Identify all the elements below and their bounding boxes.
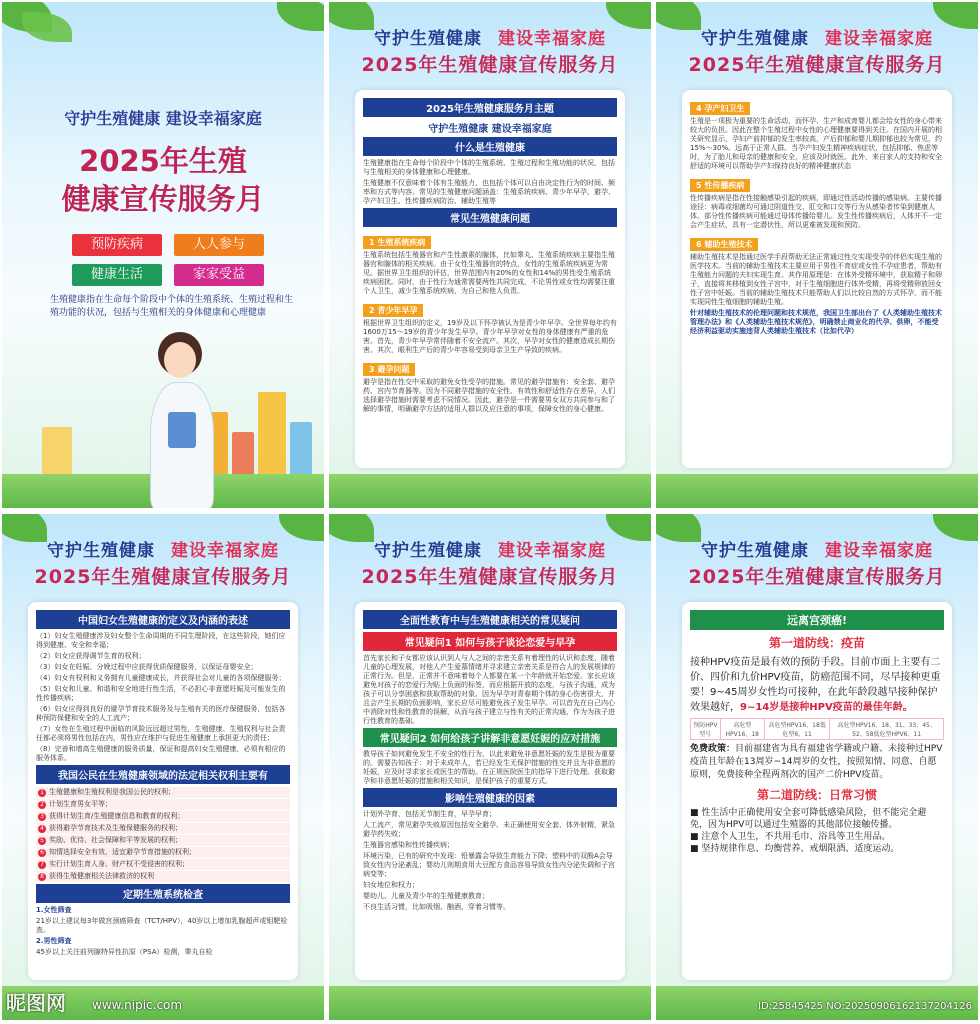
paragraph: 不良生活习惯，比如吸烟、酗酒、穿着习惯等。 xyxy=(363,903,510,911)
paragraph: （3）妇女在妊娠、分娩过程中应获得优质保健服务，以保证母婴安全； xyxy=(36,663,258,671)
header-title: 2025年生殖健康宣传服务月 xyxy=(688,566,946,588)
header-title: 2025年生殖健康宣传服务月 xyxy=(688,54,946,76)
paragraph: 生殖健康指在生命每个阶段中个体的生殖系统、生殖过程和生殖功能的状况，包括与生殖相关的身体健康和心理健康。 xyxy=(363,159,615,176)
paragraph: 生殖系统包括生殖器官和产生性激素的腺体，比如睾丸、生殖系统疾病主要指生殖器官和腺体的相关疾病。由于女性生殖器官的特点，女性的生殖系统疾病更为常见。据世界卫生组织的评估，世界范围内有20%的女性和14%的男性受生殖系统疾病困扰。同时，由于性行为通常需要两性共同完成，不论男性或女性均需要注重个人卫生，减少生殖系统疾病，为自己和他人负责。 xyxy=(363,251,615,295)
tag-participation: 人人参与 xyxy=(174,234,264,256)
grass-ground xyxy=(329,986,651,1020)
section-bar: 我国公民在生殖健康领域的法定相关权利主要有 xyxy=(36,765,290,784)
cover-title-line1: 2025年生殖 xyxy=(79,144,247,178)
paragraph: （1）妇女生殖健康涉及妇女整个生命周期的不同生理阶段，在这些阶段，她们应得到健康、安全和幸福； xyxy=(36,632,286,649)
section-bar: 影响生殖健康的因素 xyxy=(363,788,617,807)
watermark-logo: 昵图网 xyxy=(6,991,66,1015)
cover-description: 生殖健康指在生命每个阶段中个体的生殖系统、生殖过程和生殖功能的状况，包括与生殖相关的身体健康和心理健康 xyxy=(50,295,294,318)
paragraph: 辅助生殖技术是指通过医学手段帮助无法正常通过性交实现受孕的伴侣实现生殖的医学技术。当前的辅助生殖技术主要应用于男性不育症或女性不孕症患者，帮助有生殖能力问题的夫妇实现生育。其作用原理是：在体外受精环境中，获取精子和卵子，直接将其移植到女性子宫中，对于生殖细胞进行体外受精，再将受精卵放回女性子宫中妊娠。当前的辅助生殖技术只能帮助人们以比较自然的方式怀孕，而不能实现同性生殖细胞的辅助生殖。 xyxy=(690,253,942,306)
paragraph: （7）女性在生殖过程中面临的风险远远超过男性，生殖健康、生殖权利与社会责任都必须将男性包括在内，男性应在维护与促进生殖健康上承担更大的责任； xyxy=(36,725,286,742)
paragraph: 人工流产，常见避孕失败原因包括安全避孕、未正确使用安全套、体外射精，紧急避孕药失败； xyxy=(363,821,615,838)
panel-cover xyxy=(2,2,324,508)
paragraph: 45岁以上关注前列腺特异性抗原（PSA）检测，睾丸自检 xyxy=(36,948,213,956)
paragraph: 性传播疾病是指在性接触感染引起的疾病，即通过性活动传播的感染病。主要传播途径：病毒或细菌均可通过阴道性交、肛交和口交等行为从感染者传染到健康人体。部分性传播疾病可能通过母体传播给婴儿。发生性传播疾病后，人体并不一定会产生症状，具有一定潜伏性，所以更难被发现和预防。 xyxy=(690,194,942,229)
check-label: 1.女性筛查 xyxy=(36,906,72,914)
paragraph: （5）妇女和儿童、和谐和安全地进行性生活，不必担心非意愿妊娠及可能发生的性传播疾病； xyxy=(36,685,286,702)
paragraph: （6）妇女应得到良好的避孕节育技术服务及与生殖有关的医疗保健服务，包括各种预防保健和安全的人工流产； xyxy=(36,705,286,722)
question-bar: 常见疑问2 如何给孩子讲解非意愿妊娠的应对措施 xyxy=(363,728,617,747)
section-bar: 全面性教育中与生殖健康相关的常见疑问 xyxy=(363,610,617,629)
section-bar: 中国妇女生殖健康的定义及内涵的表述 xyxy=(36,610,290,629)
header-slogan: 守护生殖健康 建设幸福家庭 xyxy=(701,541,933,561)
list-item: 6 知情选择安全有效、适宜避孕节育措施的权利； xyxy=(36,847,290,858)
list-item: 3 获得计划生育/生殖健康信息和教育的权利； xyxy=(36,811,290,822)
content-card xyxy=(355,90,625,468)
paragraph: 生殖健康不仅意味着个体有生殖能力，也包括个体可以自由决定性行为的时间、频率和方式等内容。常见的生殖健康问题涵盖：生殖系统疾病、青少年早孕、避孕、孕产妇卫生、性传播疾病防治、辅助生殖等 xyxy=(363,179,615,205)
panel-common-problems xyxy=(329,2,651,508)
section-label: 3 避孕问题 xyxy=(363,363,415,376)
section-bar: 定期生殖系统检查 xyxy=(36,884,290,903)
paragraph: 生殖是一项极为重要的生命活动，而怀孕、生产和成育婴儿都会给女性的身心带来较大的负担。因此在整个生殖过程中女性的心理健康要得到关注。在国内开展的相关研究显示，孕妇产前抑郁的发生率较高，产后抑郁和婴儿期抑郁也较为常见，约15%～30%。远高于正常人群。当孕产妇发生精神疾病症状，包括抑郁、焦虑等时，为了胎儿和母亲的健康和安全，应该及时就医。此外，来自家人的支持和安全舒适的环境可以帮助孕产妇保持良好的精神健康状态 xyxy=(690,117,942,170)
list-item: 2 计划生育男女平等； xyxy=(36,799,290,810)
hpv-text: 接种HPV疫苗是最有效的预防手段。目前市面上主要有二价、四价和九价HPV疫苗，防癌范围不同，尽早接种更重要！9~45周岁女性均可接种，在此年龄段越早接种保护效果越好，9~14岁是接种HPV疫苗的最佳年龄。 xyxy=(690,657,941,713)
paragraph: 婴幼儿、儿童及青少年的生殖健康教育； xyxy=(363,892,489,900)
content-card xyxy=(682,602,952,980)
habit-item: ■ 注意个人卫生，不共用毛巾、浴具等卫生用品。 xyxy=(690,832,891,842)
section-label: 5 性传播疾病 xyxy=(690,179,750,192)
cover-slogan: 守护生殖健康 建设幸福家庭 xyxy=(64,109,262,128)
defense-heading: 第一道防线：疫苗 xyxy=(768,636,865,650)
cover-title-line2: 健康宣传服务月 xyxy=(61,182,265,216)
nurse-illustration xyxy=(142,332,222,508)
paragraph: 生殖器官感染和性传播疾病； xyxy=(363,841,454,849)
paragraph: （4）妇女有权利和义务拥有儿童健康成长，并获得社会对儿童的各项保健服务； xyxy=(36,674,286,682)
content-card xyxy=(355,602,625,980)
panel-maternal-std-art xyxy=(656,2,978,508)
theme-text: 守护生殖健康 建设幸福家庭 xyxy=(428,124,552,135)
section-bar: 2025年生殖健康服务月主题 xyxy=(363,98,617,117)
header-title: 2025年生殖健康宣传服务月 xyxy=(361,54,619,76)
section-label: 2 青少年早孕 xyxy=(363,304,423,317)
paragraph: （8）完善和增高生殖健康的服务质量，保证和提高妇女生殖健康，必须有相应的服务体系。 xyxy=(36,745,286,762)
leaf-decoration xyxy=(277,2,324,31)
paragraph: 教导孩子如何避免发生不安全的性行为，以此来避免非意愿妊娠的发生是极为重要的。需要告知孩子：对于未成年人，若已经发生无保护措施的性交并且为非意愿的妊娠，应及时寻求家长或医生的帮助。在正规医院医生的指导下进行处理。获取避孕和非意愿妊娠的措施和相关知识，是保护孩子的重要方式。 xyxy=(363,750,615,785)
header-slogan: 守护生殖健康 建设幸福家庭 xyxy=(374,541,606,561)
question-bar: 常见疑问1 如何与孩子谈论恋爱与早孕 xyxy=(363,632,617,651)
habit-item: ■ 坚持规律作息、均衡营养、戒烟限酒、适度运动。 xyxy=(690,844,900,854)
building-illustration xyxy=(258,392,286,482)
free-policy: 免费政策：目前福建省为具有福建省学籍或户籍、未接种过HPV疫苗且年龄在13周岁~14周岁的女性，按照知情、同意、自愿原则，免费接种全程两剂次的国产二价HPV疫苗。 xyxy=(690,744,943,780)
grass-ground xyxy=(656,474,978,508)
section-bar: 常见生殖健康问题 xyxy=(363,208,617,227)
cover-title xyxy=(2,142,324,218)
hpv-vaccine-table: 预防HPV型号 高危型HPV16、18 高危型HPV16、18低危型6、11 高危型HPV16、18、31、33、45、52、58低危型HPV6、11 xyxy=(690,718,944,740)
tag-healthy-life: 健康生活 xyxy=(72,264,162,286)
tag-family-benefit: 家家受益 xyxy=(174,264,264,286)
panel-cervical-cancer xyxy=(656,514,978,1020)
paragraph: 妇女地位和权力； xyxy=(363,881,419,889)
content-card xyxy=(28,602,298,980)
list-item: 7 实行计划生育人身、财产权不受侵害的权利； xyxy=(36,859,290,870)
section-bar: 什么是生殖健康 xyxy=(363,137,617,156)
leaf-decoration xyxy=(22,12,72,42)
image-id-text: ID:25845425 NO:20250906162137204126 xyxy=(758,1001,972,1012)
header-title: 2025年生殖健康宣传服务月 xyxy=(361,566,619,588)
list-item: 5 奖励、优待、社会保障和平等发展的权利； xyxy=(36,835,290,846)
list-item: 4 获得避孕节育技术及生殖保健服务的权利； xyxy=(36,823,290,834)
tag-prevent-disease: 预防疾病 xyxy=(72,234,162,256)
paragraph: （2）妇女应获得调节生育的权利； xyxy=(36,652,146,660)
list-item: 1 生殖健康和生殖权利是我国公民的权利； xyxy=(36,787,290,798)
habit-item: ■ 性生活中正确使用安全套可降低感染风险，但不能完全避免，因为HPV可以通过生殖器的其他部位接触传播。 xyxy=(690,808,927,830)
paragraph: 首先家长和子女都应该认识到人与人之间的亲密关系有着理性的认识和态度，随着儿童的心理发展，对他人产生爱慕情绪并寻求建立亲密关系是符合人的发展规律的正常行为。但是，正常并不意味着每个人都要在某一个年龄就开始恋爱。家长应该避免对孩子的恋爱行为贴上负面的标签，而应根据开放的态度，与孩子沟通，成为孩子可以分享困惑和获取帮助的对象。因为早孕对青春期个体的身心伤害很大，并且会产生长期的负面影响，家长应尽可能避免孩子发生早孕。可以首先在自己内心中消除对性和性教育的误解，从而与孩子建立与性有关的正常沟通，作为为孩子进行性教育的基础。 xyxy=(363,654,615,725)
header-slogan: 守护生殖健康 建设幸福家庭 xyxy=(374,29,606,49)
paragraph: 计划外孕育，包括无节制生育，早孕早育； xyxy=(363,810,496,818)
section-bar: 远离宫颈癌! xyxy=(690,610,944,630)
defense-heading: 第二道防线：日常习惯 xyxy=(756,788,877,802)
panel-sex-education xyxy=(329,514,651,1020)
check-label: 2.男性筛查 xyxy=(36,937,72,945)
panel-definition-rights xyxy=(2,514,324,1020)
watermark-site: www.nipic.com xyxy=(92,998,183,1012)
grass-ground xyxy=(329,474,651,508)
header-title: 2025年生殖健康宣传服务月 xyxy=(34,566,292,588)
paragraph: 避孕是指在性交中采取的避免女性受孕的措施。常见的避孕措施有：安全套、避孕药、宫内节育器等。因为不同避孕措施的安全性、有效性和舒适性存在差异，人们选择避孕措施时需要考虑不同情况。因此，避孕是一件需要男女双方共同参与和了解的事情，明确避孕方法的适用人群以及应注意的事项，保障女性的身心健康。 xyxy=(363,378,615,413)
paragraph: 21岁以上建议每3年做宫颈癌筛查（TCT/HPV），40岁以上增加乳腺超声或钼靶检查。 xyxy=(36,917,288,934)
content-card xyxy=(682,90,952,468)
building-illustration xyxy=(290,422,312,482)
paragraph: 根据世界卫生组织的定义，19岁及以下怀孕被认为是青少年早孕。全世界每年约有1600万15～19岁的青少年发生早孕。青少年早孕对女性的身体健康有严重的危害。首先，青少年早孕常伴随着不安全流产。其次，早孕对女性的健康造成长期伤害。其次，眼利生产后的青少年容易受到母亲卫生产导致的疾病。 xyxy=(363,319,617,354)
section-label: 1 生殖系统疾病 xyxy=(363,236,431,249)
paragraph: 环境污染，已有的研究中发现：铅暴露会导致生育能力下降；塑料中的双酚A会导致女性内分泌紊乱；婴幼儿则期食用大豆配方食品容易导致女性内分泌失调和子宫病变等； xyxy=(363,852,615,878)
section-label: 4 孕产妇卫生 xyxy=(690,102,750,115)
header-slogan: 守护生殖健康 建设幸福家庭 xyxy=(701,29,933,49)
section-label: 6 辅助生殖技术 xyxy=(690,238,758,251)
law-note: 针对辅助生殖技术的伦理问题和技术规范，我国卫生部出台了《人类辅助生殖技术管理办法》和《人类辅助生殖技术规范》，明确禁止商业化的代孕、供卵，不能受经济利益驱动实施违背人类辅助生殖技术（比如代孕） xyxy=(690,309,942,335)
list-item: 8 获得生殖健康相关法律救济的权利 xyxy=(36,871,290,882)
header-slogan: 守护生殖健康 建设幸福家庭 xyxy=(47,541,279,561)
